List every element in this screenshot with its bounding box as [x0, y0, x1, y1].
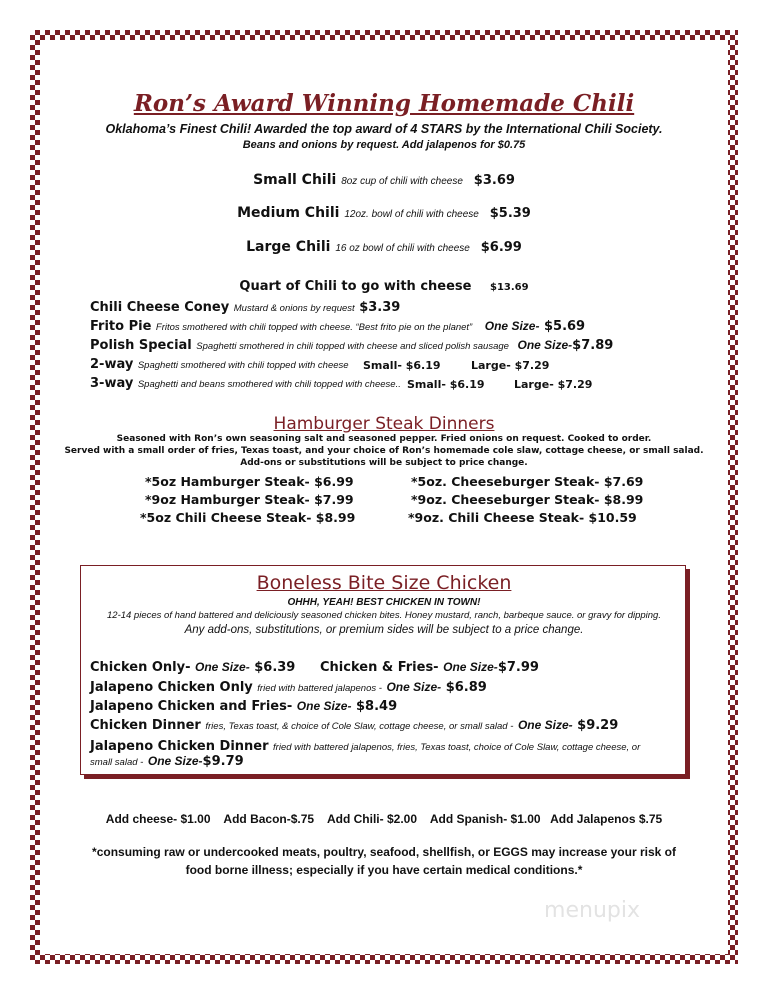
- addons-line: Add cheese- $1.00 Add Bacon-$.75 Add Chili- $2.00 Add Spanish- $1.00 Add Jalapenos $.75: [105, 812, 663, 826]
- item-name: Large Chili: [246, 239, 331, 255]
- item-desc: 8oz cup of chili with cheese: [341, 176, 463, 187]
- item-name: Chili Cheese Coney: [90, 300, 230, 315]
- quart-chili: [0, 279, 768, 294]
- item-price: $3.69: [473, 173, 515, 188]
- steak-item: *9oz. Chili Cheese Steak- $10.59: [408, 510, 637, 525]
- warning-line-2: food borne illness; especially if you have certain medical conditions.*: [185, 863, 583, 877]
- item-desc: Spaghetti smothered with chili topped with cheese: [137, 360, 349, 371]
- chicken-note: Any add-ons, substitutions, or premium sides will be subject to a price change.: [184, 624, 584, 636]
- one-size-label: One Size-: [484, 319, 540, 333]
- item-price: $6.39: [254, 660, 296, 675]
- chicken-only: [90, 660, 295, 675]
- steak-note-2: Served with a small order of fries, Texas toast, and your choice of Ron’s homemade cole slaw, cottage cheese, or small salad.: [64, 446, 704, 456]
- item-desc: Mustard & onions by request: [233, 303, 355, 314]
- two-way-small: Small- $6.19: [363, 359, 441, 372]
- three-way-large: Large- $7.29: [514, 378, 593, 391]
- chili-size-medium: [0, 205, 768, 221]
- item-price: $6.99: [480, 240, 522, 255]
- jalapeno-chicken-dinner-cont: [90, 754, 244, 769]
- item-price: $3.39: [359, 300, 401, 315]
- chicken-section-title: Boneless Bite Size Chicken: [256, 572, 512, 594]
- three-way-small: Small- $6.19: [407, 378, 485, 391]
- frito-pie: [90, 319, 585, 334]
- three-way: [90, 376, 401, 391]
- one-size-label: One Size-: [517, 718, 573, 732]
- steak-item: *5oz. Cheeseburger Steak- $7.69: [411, 474, 644, 489]
- warning-line-1: *consuming raw or undercooked meats, poultry, seafood, shellfish, or EGGS may increase your risk of: [92, 845, 676, 859]
- jalapeno-chicken-dinner: [90, 739, 640, 754]
- item-name: Chicken Dinner: [90, 718, 201, 733]
- chili-subtitle: Oklahoma’s Finest Chili! Awarded the top award of 4 STARS by the International Chili Society.: [105, 122, 663, 136]
- two-way-large: Large- $7.29: [471, 359, 550, 372]
- jalapeno-chicken-fries: [90, 699, 397, 714]
- polish-special: [90, 338, 613, 353]
- one-size-label: One Size-: [147, 754, 203, 768]
- one-size-label: One Size-: [386, 680, 442, 694]
- item-price: $9.79: [202, 754, 244, 769]
- one-size-label: One Size-: [443, 660, 498, 674]
- beans-note: Beans and onions by request. Add jalapenos for $0.75: [242, 139, 526, 151]
- item-price: $6.89: [445, 680, 487, 695]
- item-name: Frito Pie: [90, 319, 152, 334]
- menupix-watermark: menupix: [544, 898, 640, 923]
- steak-item: *5oz Chili Cheese Steak- $8.99: [140, 510, 356, 525]
- item-desc: Spaghetti and beans smothered with chili topped with cheese..: [137, 379, 401, 390]
- item-name: Medium Chili: [237, 205, 340, 221]
- one-size-label: One Size-: [296, 699, 352, 713]
- item-desc: fried with battered jalapenos, fries, Texas toast, choice of Cole Slaw, cottage cheese, or: [273, 742, 641, 753]
- item-desc: 12oz. bowl of chili with cheese: [344, 209, 479, 220]
- item-desc: small salad -: [90, 757, 144, 768]
- item-name: 3-way: [90, 376, 134, 391]
- chicken-fries: [320, 660, 539, 675]
- chili-cheese-coney: [90, 300, 400, 315]
- item-name: Jalapeno Chicken Only: [90, 680, 253, 695]
- item-desc: 16 oz bowl of chili with cheese: [335, 243, 470, 254]
- chicken-desc: 12-14 pieces of hand battered and deliciously seasoned chicken bites. Honey mustard, ranch, barbeque sauce. or gravy for dipping.: [107, 610, 661, 621]
- one-size-label: One Size-: [195, 660, 250, 674]
- item-price: $5.69: [543, 319, 586, 334]
- steak-note-1: Seasoned with Ron’s own seasoning salt and seasoned pepper. Fried onions on request. Cooked to order.: [116, 434, 652, 444]
- item-desc: fries, Texas toast, & choice of Cole Slaw, cottage cheese, or small salad -: [205, 721, 514, 732]
- steak-note-3: Add-ons or substitutions will be subject to price change.: [240, 458, 528, 468]
- steak-item: *9oz. Cheeseburger Steak- $8.99: [411, 492, 644, 507]
- item-name: Small Chili: [253, 172, 337, 188]
- item-name: Polish Special: [90, 338, 192, 353]
- chili-size-small: [0, 172, 768, 188]
- item-price: $9.29: [577, 718, 619, 733]
- menu-title: Ron’s Award Winning Homemade Chili: [133, 90, 635, 117]
- item-name: Chicken Only-: [90, 660, 191, 675]
- one-size-label: One Size-: [517, 338, 573, 352]
- item-desc: fried with battered jalapenos -: [257, 683, 382, 694]
- item-name: Chicken & Fries-: [320, 660, 439, 675]
- item-name: Jalapeno Chicken and Fries-: [90, 699, 293, 714]
- two-way: [90, 357, 349, 372]
- chicken-dinner: [90, 718, 618, 733]
- item-desc: Spaghetti smothered in chili topped with cheese and sliced polish sausage: [196, 341, 509, 352]
- item-price: $13.69: [490, 282, 529, 293]
- item-name: 2-way: [90, 357, 134, 372]
- steak-item: *9oz Hamburger Steak- $7.99: [145, 492, 354, 507]
- item-price: $7.89: [572, 338, 614, 353]
- steak-section-title: Hamburger Steak Dinners: [273, 414, 495, 434]
- chicken-tagline: OHHH, YEAH! BEST CHICKEN IN TOWN!: [287, 597, 481, 608]
- chili-size-large: [0, 239, 768, 255]
- steak-item: *5oz Hamburger Steak- $6.99: [145, 474, 354, 489]
- item-price: $7.99: [497, 660, 539, 675]
- jalapeno-chicken-only: [90, 680, 487, 695]
- item-price: $8.49: [356, 699, 398, 714]
- item-name: Quart of Chili to go with cheese: [239, 279, 472, 294]
- item-price: $5.39: [489, 206, 531, 221]
- item-desc: Fritos smothered with chili topped with cheese. “Best frito pie on the planet”: [155, 322, 473, 333]
- item-name: Jalapeno Chicken Dinner: [90, 739, 269, 754]
